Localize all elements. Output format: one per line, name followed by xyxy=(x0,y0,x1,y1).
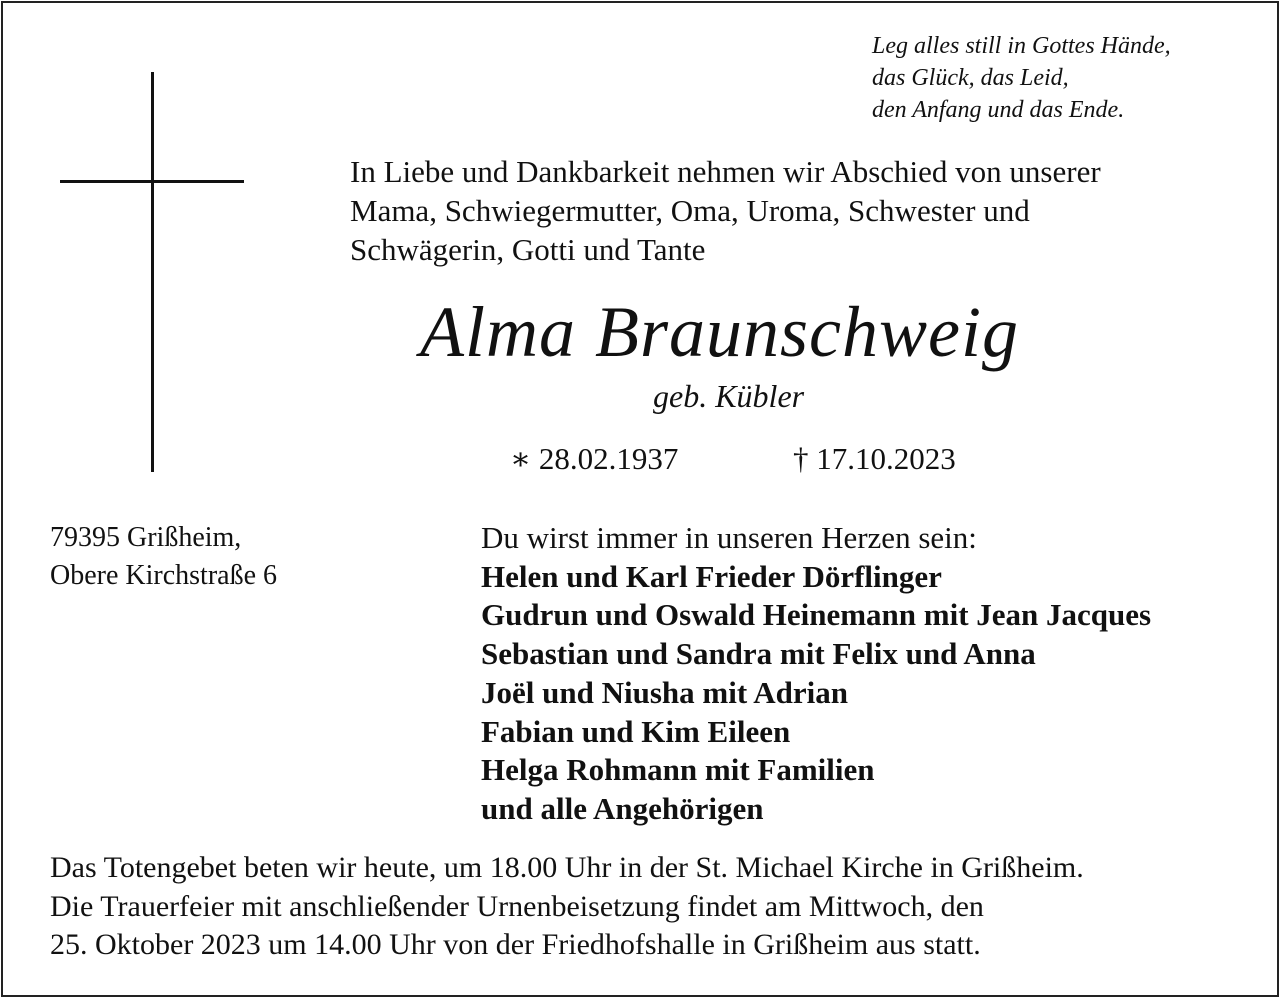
family-member: Joël und Niusha mit Adrian xyxy=(481,674,848,710)
address-block xyxy=(50,519,277,595)
address-line: 79395 Grißheim, xyxy=(50,522,242,553)
death-date: † 17.10.2023 xyxy=(793,441,956,476)
cross-icon xyxy=(151,72,154,472)
deceased-name: Alma Braunschweig xyxy=(420,292,1019,372)
motto-verse xyxy=(872,30,1171,126)
intro-text xyxy=(350,152,1101,269)
family-member: Fabian und Kim Eileen xyxy=(481,713,791,749)
family-member: Helga Rohmann mit Familien xyxy=(481,752,875,788)
motto-line: den Anfang und das Ende. xyxy=(872,97,1125,123)
maiden-name: geb. Kübler xyxy=(653,378,805,414)
address-line: Obere Kirchstraße 6 xyxy=(50,560,278,591)
family-member: Gudrun und Oswald Heinemann mit Jean Jacques xyxy=(481,597,1152,633)
cross-icon-bar xyxy=(60,180,244,183)
family-block xyxy=(481,519,1151,829)
obituary-frame xyxy=(1,1,1279,997)
notice-line: Das Totengebet beten wir heute, um 18.00 Uhr in der St. Michael Kirche in Grißheim. xyxy=(50,851,1084,884)
intro-line: In Liebe und Dankbarkeit nehmen wir Abschied von unserer xyxy=(350,154,1101,189)
family-member: Sebastian und Sandra mit Felix und Anna xyxy=(481,636,1036,672)
family-member: Helen und Karl Frieder Dörflinger xyxy=(481,558,942,594)
intro-line: Mama, Schwiegermutter, Oma, Uroma, Schwester und xyxy=(350,193,1030,228)
funeral-notice xyxy=(50,849,1084,965)
notice-line: 25. Oktober 2023 um 14.00 Uhr von der Friedhofshalle in Grißheim aus statt. xyxy=(50,928,981,961)
motto-line: Leg alles still in Gottes Hände, xyxy=(872,33,1171,59)
notice-line: Die Trauerfeier mit anschließender Urnenbeisetzung findet am Mittwoch, den xyxy=(50,889,984,923)
intro-line: Schwägerin, Gotti und Tante xyxy=(350,232,706,267)
family-heading: Du wirst immer in unseren Herzen sein: xyxy=(481,520,977,555)
motto-line: das Glück, das Leid, xyxy=(872,65,1069,91)
birth-date: ∗ 28.02.1937 xyxy=(510,441,679,476)
family-member: und alle Angehörigen xyxy=(481,790,764,826)
